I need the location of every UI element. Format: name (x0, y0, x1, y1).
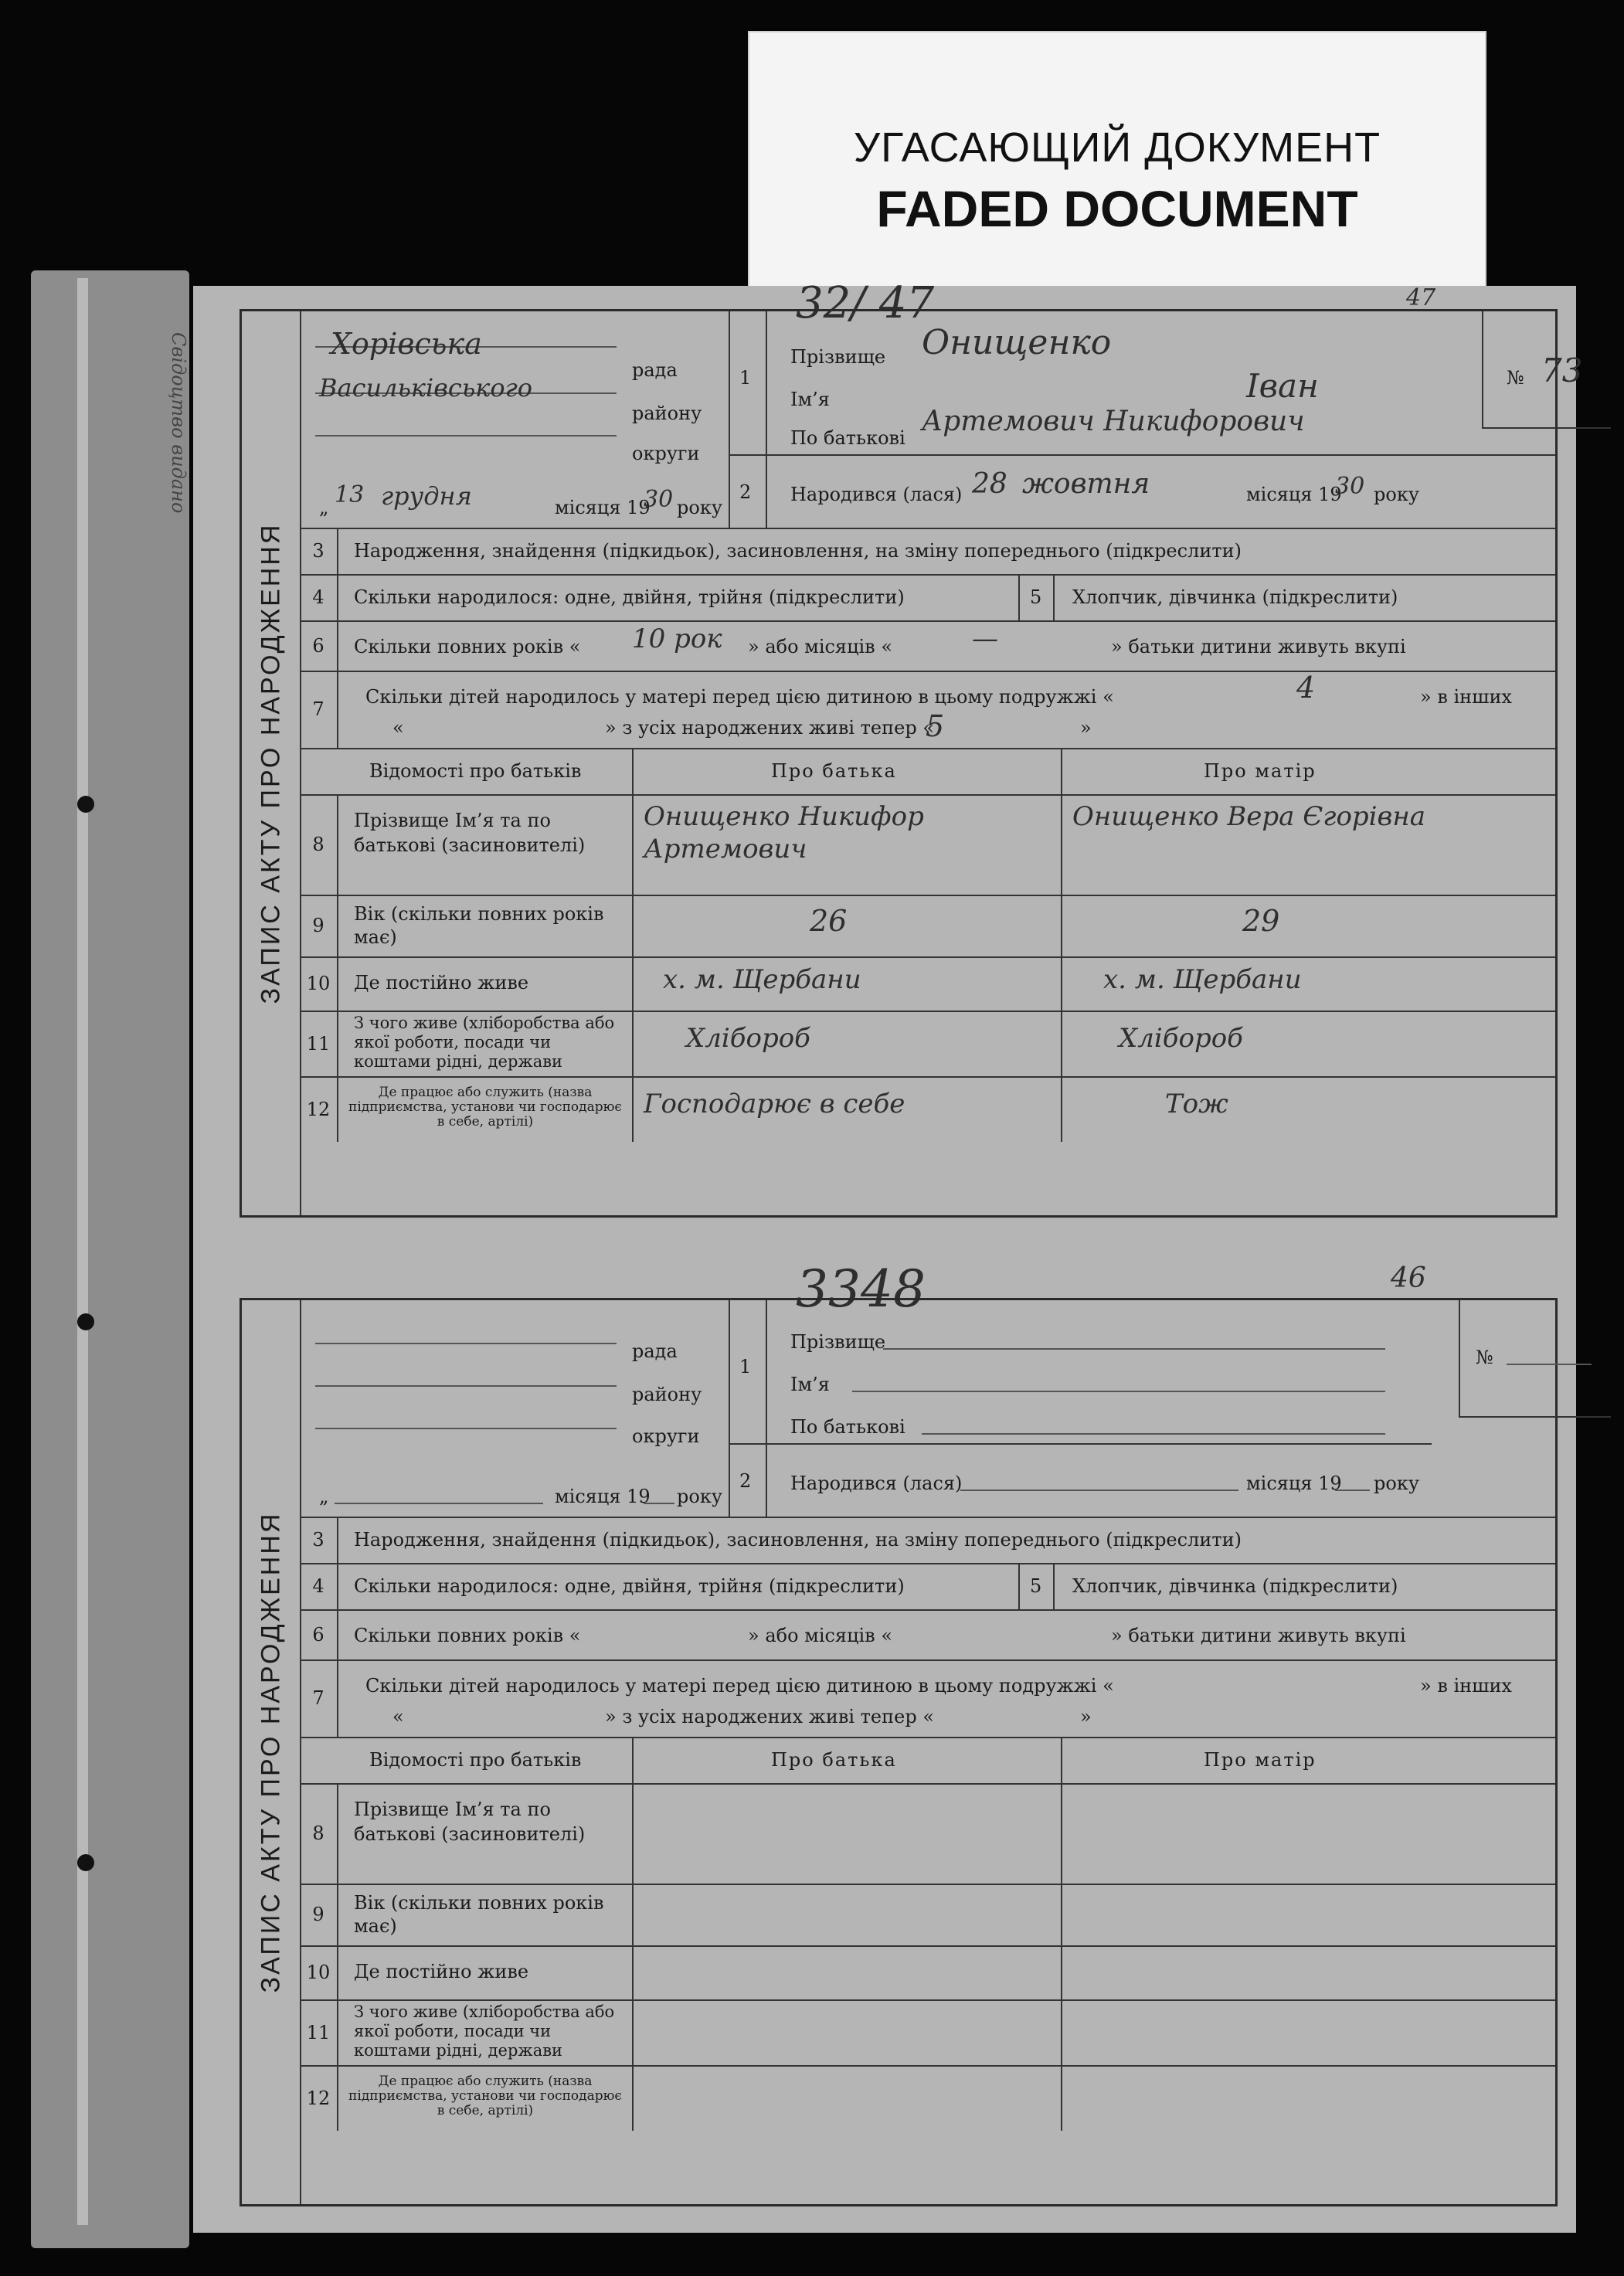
child-name-block: Прізвище Онищенко Ім’я Іван По батькові Артемович Никифорович (767, 311, 1555, 456)
binding-hole (77, 1854, 94, 1871)
born-month: жовтня (1022, 468, 1150, 500)
margin-note: Свідоцтво видано (168, 332, 189, 514)
side-title: ЗАПИС АКТУ ПРО НАРОДЖЕННЯ (242, 1300, 301, 2204)
binding-hole (77, 1313, 94, 1330)
banner-line-ru: УГАСАЮЩИЙ ДОКУМЕНТ (853, 124, 1381, 171)
row-residence: 10 Де постійно живе х. м. Щербани х. м. Щербани (300, 956, 1555, 1012)
born-day: 28 (972, 468, 1007, 500)
row-years-together: 6 Скільки повних років « 10 рок » або місяців « — » батьки дитини живуть вкупі (300, 620, 1555, 672)
child-patronymic: Артемович Никифорович (922, 406, 1305, 437)
faded-document-label (748, 31, 1486, 289)
book-binding (31, 270, 189, 2248)
registry-office: Хорівська рада Васильківського району округи „ 13 грудня місяця 19 30 року (300, 311, 730, 528)
record-form (240, 309, 1583, 1218)
row-parent-age: 9 Вік (скільки повних років має) 26 29 (300, 895, 1555, 958)
child-name: Іван (1246, 367, 1319, 405)
reg-year: 30 (644, 486, 674, 513)
father-name: Онищенко Никифор Артемович (644, 801, 924, 865)
mother-name: Онищенко Вера Єгорівна (1072, 801, 1426, 832)
row-children: 7 Скільки дітей народилось у матері перед цією дитиною в цьому подружжі « 4 » в інших « » з усіх народжених живі тепер « 5 » (300, 671, 1555, 749)
record-form-blank: ЗАПИС АКТУ ПРО НАРОДЖЕННЯ рада району округи „ місяця 19 року 1 2 Прізвище Ім’я По батькові № Народився (лася) місяця 19 року 3 Народження, знайдення (підкидьок), засиновлення, на зміну попереднього (підкреслити) 4 Скільки народилося: одне, двійня, трійня (підкреслити) 5 Хлопчик, дівчинка (підкреслити) 6 Скільки повних років « » або місяців « » батьки дитини живуть вкупі 7 Скільки дітей народилось у матері перед цією дитиною в цьому подружжі « » в інших « » з усіх народжених живі тепер « » Відомості про батьків Про батька Про матір 8 Прізвище Ім’я та по батькові (засиновителі) 9 Вік (скільки повних років має) 10 Де постійно живе 11 З чого живе (хліборобства або якої роботи, посади чи коштами рідні, держави 12 Де працює або служить (назва підприємства, установи чи господарює в себе, артілі) (240, 1298, 1558, 2206)
child-surname: Онищенко (922, 323, 1112, 362)
born-year: 30 (1335, 473, 1365, 500)
reg-day: 13 (335, 481, 365, 508)
row-workplace: 12 Де працює або служить (назва підприємства, установи чи господарює в себе, артілі) Господарює в себе Тож (300, 1076, 1555, 1142)
mother-residence: х. м. Щербани (1103, 964, 1302, 995)
birth-date-block: Народився (лася) 28 жовтня місяця 19 30 року (790, 468, 1419, 505)
page-number: 46 (1391, 1262, 1426, 1294)
father-occupation: Хлібороб (686, 1023, 810, 1054)
row-birth-type: 3 Народження, знайдення (підкидьок), засиновлення, на зміну попереднього (підкреслити) (300, 528, 1555, 576)
father-residence: х. м. Щербани (663, 964, 861, 995)
record-number-box: № 73 (1482, 311, 1611, 429)
binding-strip (77, 278, 88, 2225)
reg-month: грудня (381, 481, 472, 511)
record-number: 73 (1541, 352, 1583, 389)
father-workplace: Господарює в себе (644, 1089, 905, 1119)
page-number: 47 (1406, 284, 1436, 311)
record-corner-number: 32/ 47 (796, 278, 935, 328)
side-title: ЗАПИС АКТУ ПРО НАРОДЖЕННЯ (242, 311, 301, 1215)
children-alive: 5 (926, 709, 945, 743)
row-occupation: 11 З чого живе (хліборобства або якої роботи, посади чи коштами рідні, держави Хлібороб Хлібороб (300, 1011, 1555, 1078)
record-number-box: № (1459, 1300, 1611, 1418)
mother-workplace: Тож (1165, 1089, 1228, 1119)
children-this-marriage: 4 (1296, 671, 1316, 705)
banner-line-en: FADED DOCUMENT (876, 180, 1358, 237)
row-multiplicity-sex: 4 Скільки народилося: одне, двійня, трійня (підкреслити) 5 Хлопчик, дівчинка (підкреслити) (300, 574, 1555, 622)
raion-value: Васильківського (319, 373, 533, 403)
months-together: — (972, 623, 998, 654)
header-block: Хорівська рада Васильківського району округи „ 13 грудня місяця 19 30 року 1 2 Прізвище Онищенко Ім’я Іван По батькові Артемович Никифорович № 73 Народився (лася) 28 жовтня місяця 19 30 року (300, 311, 1555, 529)
binding-hole (77, 796, 94, 813)
father-age: 26 (810, 904, 848, 938)
record-page-2 (193, 1252, 1576, 2233)
rada-value: Хорівська (331, 327, 482, 361)
mother-age: 29 (1242, 904, 1280, 938)
header-block: рада району округи „ місяця 19 року 1 2 Прізвище Ім’я По батькові № Народився (лася) місяця 19 року (300, 1300, 1555, 1518)
row-parent-names: 8 Прізвище Ім’я та по батькові (засиновителі) Онищенко Никифор Артемович Онищенко Вера Єгорівна (300, 794, 1555, 896)
record-corner-number: 3348 (796, 1259, 926, 1319)
years-together: 10 рок (632, 623, 722, 654)
parents-header: Відомості про батьків Про батька Про матір (300, 748, 1555, 796)
record-page-1 (193, 278, 1583, 1252)
mother-occupation: Хлібороб (1119, 1023, 1243, 1054)
